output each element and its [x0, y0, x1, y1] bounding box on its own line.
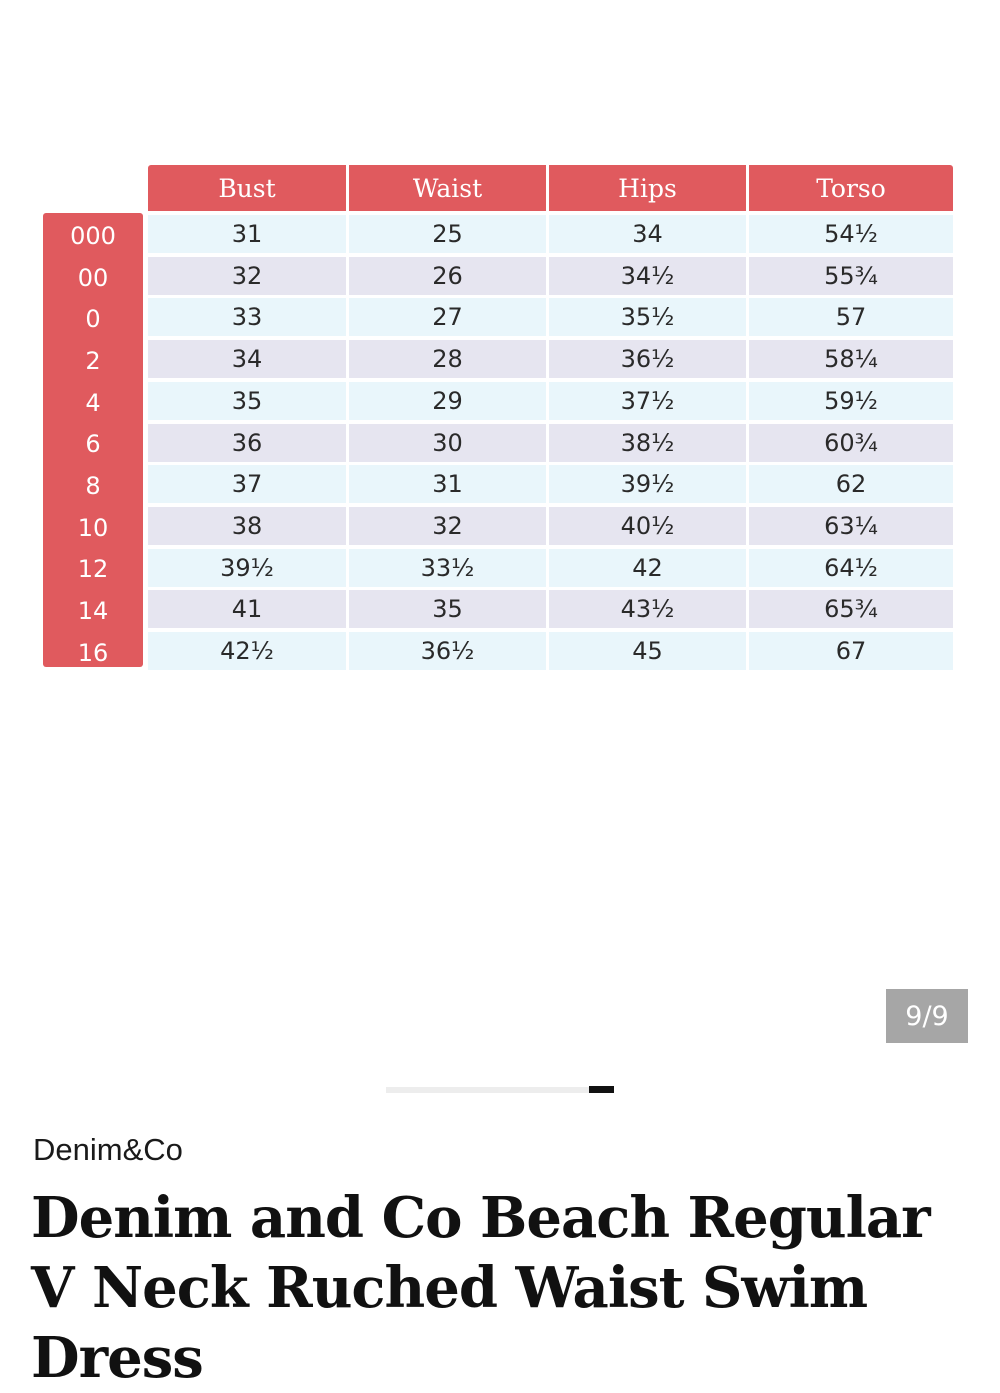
cell-hips: 38½ — [549, 424, 746, 462]
column-header-bust: Bust — [148, 165, 346, 211]
cell-waist: 27 — [349, 298, 546, 336]
table-row — [148, 424, 953, 462]
size-label: 4 — [85, 388, 101, 417]
cell-hips: 43½ — [549, 590, 746, 628]
column-header-torso: Torso — [749, 165, 953, 211]
cell-waist: 33½ — [349, 549, 546, 587]
cell-bust: 35 — [148, 382, 346, 420]
cell-torso: 57 — [749, 298, 953, 336]
size-label: 6 — [85, 430, 101, 459]
size-label: 8 — [85, 472, 101, 501]
size-label: 10 — [77, 513, 109, 542]
size-label: 000 — [70, 221, 116, 250]
cell-waist: 25 — [349, 215, 546, 253]
cell-hips: 39½ — [549, 465, 746, 503]
cell-bust: 31 — [148, 215, 346, 253]
cell-hips: 45 — [549, 632, 746, 670]
table-row — [148, 298, 953, 336]
cell-bust: 42½ — [148, 632, 346, 670]
size-label-column — [43, 213, 143, 667]
gallery-progress-indicator — [589, 1086, 614, 1093]
cell-torso: 55¾ — [749, 257, 953, 295]
cell-bust: 36 — [148, 424, 346, 462]
cell-torso: 60¾ — [749, 424, 953, 462]
cell-waist: 30 — [349, 424, 546, 462]
cell-hips: 34½ — [549, 257, 746, 295]
table-row — [148, 632, 953, 670]
cell-waist: 36½ — [349, 632, 546, 670]
size-label: 0 — [85, 305, 101, 334]
cell-bust: 41 — [148, 590, 346, 628]
cell-bust: 39½ — [148, 549, 346, 587]
cell-waist: 29 — [349, 382, 546, 420]
cell-waist: 35 — [349, 590, 546, 628]
cell-bust: 34 — [148, 340, 346, 378]
column-header-waist: Waist — [349, 165, 546, 211]
table-row — [148, 549, 953, 587]
product-title: Denim and Co Beach Regular V Neck Ruched Waist Swim Dress — [31, 1185, 930, 1391]
size-label: 2 — [85, 346, 101, 375]
size-label: 12 — [77, 555, 109, 584]
table-row — [148, 215, 953, 253]
size-label: 00 — [77, 263, 109, 292]
cell-hips: 37½ — [549, 382, 746, 420]
table-row — [148, 340, 953, 378]
column-header-hips: Hips — [549, 165, 746, 211]
table-row — [148, 257, 953, 295]
cell-waist: 32 — [349, 507, 546, 545]
cell-waist: 28 — [349, 340, 546, 378]
cell-hips: 35½ — [549, 298, 746, 336]
cell-torso: 58¼ — [749, 340, 953, 378]
cell-bust: 38 — [148, 507, 346, 545]
cell-hips: 34 — [549, 215, 746, 253]
image-page-counter: 9/9 — [886, 989, 968, 1043]
table-row — [148, 590, 953, 628]
cell-torso: 63¼ — [749, 507, 953, 545]
cell-waist: 31 — [349, 465, 546, 503]
cell-torso: 54½ — [749, 215, 953, 253]
gallery-progress-track — [386, 1087, 614, 1093]
cell-torso: 64½ — [749, 549, 953, 587]
cell-torso: 59½ — [749, 382, 953, 420]
cell-hips: 36½ — [549, 340, 746, 378]
cell-torso: 62 — [749, 465, 953, 503]
cell-bust: 32 — [148, 257, 346, 295]
size-label: 14 — [77, 597, 109, 626]
table-row — [148, 382, 953, 420]
cell-bust: 37 — [148, 465, 346, 503]
table-row — [148, 507, 953, 545]
brand-link[interactable]: Denim&Co — [33, 1132, 183, 1167]
cell-waist: 26 — [349, 257, 546, 295]
cell-bust: 33 — [148, 298, 346, 336]
cell-torso: 67 — [749, 632, 953, 670]
size-chart-header — [148, 165, 953, 211]
size-label: 16 — [77, 638, 109, 667]
table-row — [148, 465, 953, 503]
cell-hips: 42 — [549, 549, 746, 587]
cell-torso: 65¾ — [749, 590, 953, 628]
cell-hips: 40½ — [549, 507, 746, 545]
